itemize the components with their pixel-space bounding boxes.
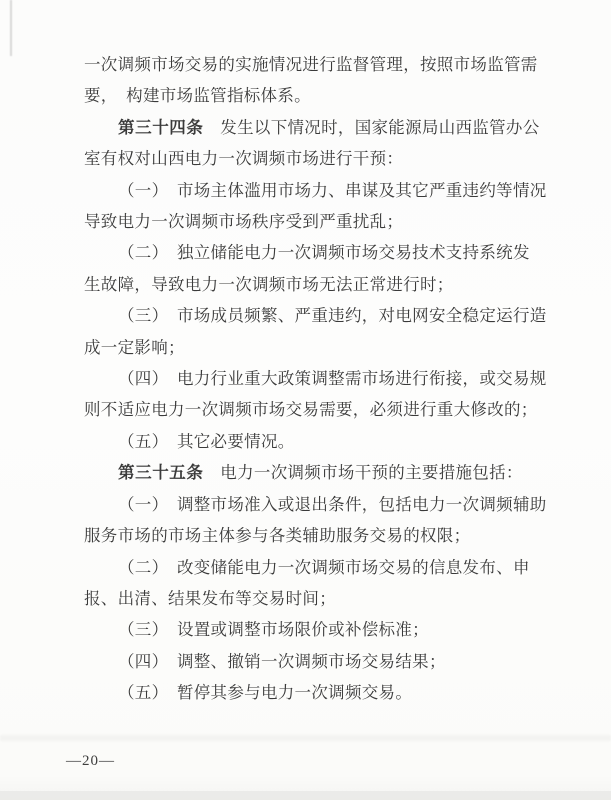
doc-line-article-35 [84, 457, 546, 488]
doc-line-item-3: （三） 市场成员频繁、严重违约，对电网安全稳定运行造 [118, 306, 547, 326]
scan-edge-strip [0, 791, 611, 800]
article-text: 发生以下情况时，国家能源局山西监管办公 [203, 117, 540, 137]
doc-line-item-5: （五） 暂停其参与电力一次调频交易。 [118, 683, 413, 703]
doc-line: 一次调频市场交易的实施情况进行监督管理，按照市场监管需 [84, 55, 538, 74]
document-body [84, 49, 546, 709]
doc-line: 成一定影响； [84, 337, 185, 357]
article-text: 电力一次调频市场干预的主要措施包括： [203, 463, 523, 483]
doc-line: 报、出清、结果发布等交易时间； [84, 588, 336, 608]
doc-line-item-3: （三） 设置或调整市场限价或补偿标准； [118, 620, 429, 640]
doc-line-item-4: （四） 调整、撤销一次调频市场交易结果； [118, 651, 446, 671]
doc-line: 生故障，导致电力一次调频市场无法正常进行时； [84, 274, 454, 294]
doc-line: 要， 构建市场监管指标体系。 [84, 86, 311, 106]
doc-line: 则不适应电力一次调频市场交易需要，必须进行重大修改的； [84, 400, 538, 420]
article-number: 第三十五条 [118, 463, 204, 483]
doc-line-item-4: （四） 电力行业重大政策调整需市场进行衔接，或交易规 [118, 369, 547, 389]
doc-line-item-2: （二） 独立储能电力一次调频市场交易技术支持系统发 [118, 243, 530, 263]
doc-line-item-5: （五） 其它必要情况。 [118, 431, 295, 451]
doc-line: 服务市场的市场主体参与各类辅助服务交易的权限； [84, 526, 471, 546]
doc-line: 导致电力一次调频市场秩序受到严重扰乱； [84, 212, 404, 232]
article-number: 第三十四条 [118, 117, 204, 137]
doc-line-item-2: （二） 改变储能电力一次调频市场交易的信息发布、申 [118, 557, 530, 577]
doc-line-article-34 [84, 112, 546, 143]
doc-line: 室有权对山西电力一次调频市场进行干预： [84, 149, 404, 169]
scan-artifact-line [10, 0, 12, 56]
doc-line-item-1: （一） 调整市场准入或退出条件，包括电力一次调频辅助 [118, 494, 547, 514]
scan-smudge [0, 735, 611, 741]
page-number: —20— [66, 753, 115, 769]
doc-line-item-1: （一） 市场主体滥用市场力、串谋及其它严重违约等情况 [118, 180, 547, 200]
